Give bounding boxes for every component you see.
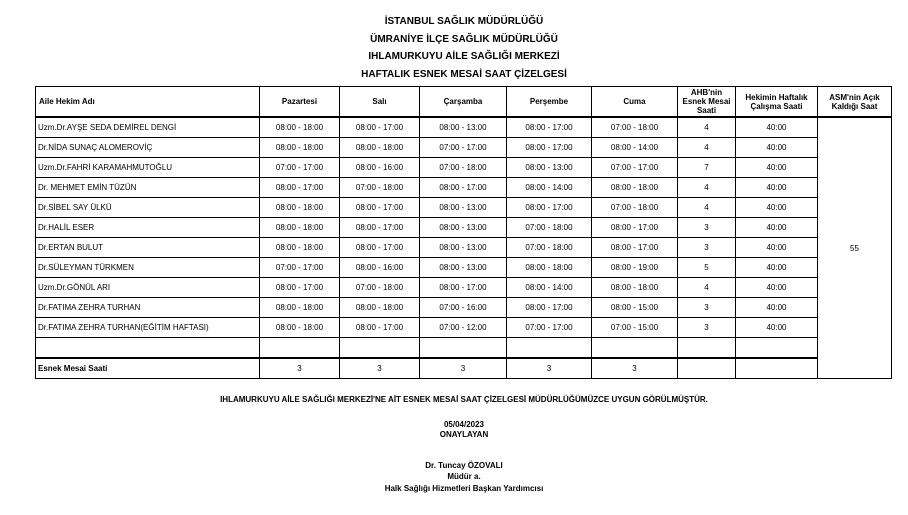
total-value: 3 (420, 358, 507, 379)
time-range: 08:00 - 13:00 (420, 258, 507, 278)
physician-name: Dr.NİDA SUNAÇ ALOMEROVİÇ (36, 138, 260, 158)
signer-name: Dr. Tuncay ÖZOVALI (425, 461, 503, 470)
total-label: Esnek Mesai Saati (36, 358, 260, 379)
time-range: 08:00 - 13:00 (420, 198, 507, 218)
ahb-hours: 4 (678, 278, 736, 298)
time-range: 08:00 - 14:00 (592, 138, 678, 158)
weekly-hours: 40:00 (736, 258, 818, 278)
asm-open-hours: 55 (818, 117, 892, 379)
table-row (36, 198, 892, 218)
time-range: 07:00 - 16:00 (420, 298, 507, 318)
header-day-wednesday: Çarşamba (420, 87, 507, 118)
total-empty-weekly (736, 358, 818, 379)
weekly-hours: 40:00 (736, 198, 818, 218)
empty-cell (678, 338, 736, 359)
weekly-hours: 40:00 (736, 178, 818, 198)
weekly-hours: 40:00 (736, 278, 818, 298)
empty-cell (507, 338, 592, 359)
time-range: 08:00 - 18:00 (592, 278, 678, 298)
time-range: 08:00 - 17:00 (340, 117, 420, 138)
ahb-hours: 3 (678, 298, 736, 318)
weekly-hours: 40:00 (736, 117, 818, 138)
weekly-hours: 40:00 (736, 238, 818, 258)
physician-name: Uzm.Dr.FAHRİ KARAMAHMUTOĞLU (36, 158, 260, 178)
time-range: 08:00 - 17:00 (340, 198, 420, 218)
empty-cell (36, 338, 260, 359)
time-range: 08:00 - 17:00 (507, 298, 592, 318)
time-range: 08:00 - 17:00 (420, 278, 507, 298)
time-range: 07:00 - 18:00 (507, 238, 592, 258)
document-titles (0, 13, 908, 83)
physician-name: Dr.SİBEL SAY ÜLKÜ (36, 198, 260, 218)
header-name: Aile Hekim Adı (36, 87, 260, 118)
time-range: 08:00 - 18:00 (260, 138, 340, 158)
time-range: 08:00 - 17:00 (507, 138, 592, 158)
table-row (36, 298, 892, 318)
physician-name: Dr.FATIMA ZEHRA TURHAN (36, 298, 260, 318)
time-range: 08:00 - 13:00 (420, 117, 507, 138)
title-line-3: IHLAMURKUYU AİLE SAĞLIĞI MERKEZİ (368, 51, 560, 62)
empty-cell (592, 338, 678, 359)
time-range: 08:00 - 18:00 (592, 178, 678, 198)
time-range: 07:00 - 18:00 (507, 218, 592, 238)
ahb-hours: 4 (678, 198, 736, 218)
approval-date: 05/04/2023 (443, 420, 485, 429)
ahb-hours: 3 (678, 218, 736, 238)
time-range: 08:00 - 17:00 (340, 238, 420, 258)
time-range: 08:00 - 17:00 (507, 198, 592, 218)
empty-cell (736, 338, 818, 359)
time-range: 07:00 - 18:00 (592, 198, 678, 218)
weekly-hours: 40:00 (736, 138, 818, 158)
table-row (36, 117, 892, 138)
header-ahb: AHB'nin Esnek Mesai Saati (678, 87, 736, 118)
physician-name: Dr.HALİL ESER (36, 218, 260, 238)
physician-name: Uzm.Dr.AYŞE SEDA DEMİREL DENGİ (36, 117, 260, 138)
physician-name: Dr.ERTAN BULUT (36, 238, 260, 258)
approval-statement: IHLAMURKUYU AİLE SAĞLIĞI MERKEZİ'NE AİT ESNEK MESAİ SAAT ÇİZELGESİ MÜDÜRLÜĞÜMÜZCE UYGUN GÖRÜLMÜŞTÜR. (220, 395, 708, 404)
time-range: 08:00 - 17:00 (340, 318, 420, 338)
table-row (36, 218, 892, 238)
physician-name: Uzm.Dr.GÖNÜL ARI (36, 278, 260, 298)
time-range: 08:00 - 18:00 (340, 298, 420, 318)
table-row (36, 238, 892, 258)
signer-role-2: Halk Sağlığı Hizmetleri Başkan Yardımcısı (384, 484, 544, 493)
time-range: 07:00 - 12:00 (420, 318, 507, 338)
empty-row (36, 338, 892, 359)
empty-cell (420, 338, 507, 359)
time-range: 08:00 - 17:00 (592, 238, 678, 258)
time-range: 08:00 - 17:00 (420, 178, 507, 198)
total-value: 3 (340, 358, 420, 379)
time-range: 08:00 - 14:00 (507, 178, 592, 198)
weekly-hours: 40:00 (736, 218, 818, 238)
time-range: 08:00 - 14:00 (507, 278, 592, 298)
time-range: 08:00 - 17:00 (260, 178, 340, 198)
header-day-monday: Pazartesi (260, 87, 340, 118)
total-value: 3 (260, 358, 340, 379)
time-range: 08:00 - 18:00 (260, 117, 340, 138)
time-range: 08:00 - 13:00 (420, 218, 507, 238)
empty-cell (340, 338, 420, 359)
ahb-hours: 3 (678, 238, 736, 258)
title-line-1: İSTANBUL SAĞLIK MÜDÜRLÜĞÜ (384, 16, 544, 27)
table-row (36, 258, 892, 278)
table-row (36, 318, 892, 338)
ahb-hours: 4 (678, 138, 736, 158)
time-range: 08:00 - 17:00 (340, 218, 420, 238)
total-empty-ahb (678, 358, 736, 379)
time-range: 08:00 - 17:00 (507, 117, 592, 138)
signer-role-1: Müdür a. (447, 472, 481, 481)
time-range: 07:00 - 17:00 (260, 258, 340, 278)
table-row (36, 278, 892, 298)
ahb-hours: 7 (678, 158, 736, 178)
time-range: 07:00 - 18:00 (340, 178, 420, 198)
ahb-hours: 5 (678, 258, 736, 278)
time-range: 08:00 - 18:00 (260, 318, 340, 338)
physician-name: Dr.FATIMA ZEHRA TURHAN(EĞİTİM HAFTASI) (36, 318, 260, 338)
time-range: 07:00 - 17:00 (592, 158, 678, 178)
time-range: 08:00 - 16:00 (340, 158, 420, 178)
time-range: 07:00 - 17:00 (507, 318, 592, 338)
empty-cell (260, 338, 340, 359)
time-range: 07:00 - 15:00 (592, 318, 678, 338)
table-header-row (36, 87, 892, 118)
time-range: 08:00 - 13:00 (420, 238, 507, 258)
header-day-friday: Cuma (592, 87, 678, 118)
header-weekly: Hekimin Haftalık Çalışma Saati (736, 87, 818, 118)
weekly-hours: 40:00 (736, 158, 818, 178)
total-value: 3 (507, 358, 592, 379)
header-day-tuesday: Salı (340, 87, 420, 118)
header-day-thursday: Perşembe (507, 87, 592, 118)
time-range: 07:00 - 18:00 (420, 158, 507, 178)
time-range: 08:00 - 19:00 (592, 258, 678, 278)
time-range: 08:00 - 18:00 (260, 218, 340, 238)
time-range: 08:00 - 16:00 (340, 258, 420, 278)
physician-name: Dr. MEHMET EMİN TÜZÜN (36, 178, 260, 198)
table-row (36, 158, 892, 178)
total-value: 3 (592, 358, 678, 379)
time-range: 07:00 - 18:00 (340, 278, 420, 298)
time-range: 08:00 - 18:00 (260, 298, 340, 318)
title-line-2: ÜMRANİYE İLÇE SAĞLIK MÜDÜRLÜĞÜ (370, 33, 558, 45)
table-row (36, 138, 892, 158)
approver-label: ONAYLAYAN (439, 430, 489, 439)
time-range: 08:00 - 18:00 (340, 138, 420, 158)
title-line-4: HAFTALIK ESNEK MESAİ SAAT ÇİZELGESİ (361, 68, 567, 80)
time-range: 08:00 - 18:00 (260, 238, 340, 258)
time-range: 08:00 - 18:00 (507, 258, 592, 278)
time-range: 07:00 - 17:00 (420, 138, 507, 158)
ahb-hours: 3 (678, 318, 736, 338)
time-range: 08:00 - 18:00 (260, 198, 340, 218)
ahb-hours: 4 (678, 178, 736, 198)
physician-name: Dr.SÜLEYMAN TÜRKMEN (36, 258, 260, 278)
header-asm: ASM'nin Açık Kaldığı Saat (818, 87, 892, 118)
weekly-hours: 40:00 (736, 298, 818, 318)
ahb-hours: 4 (678, 117, 736, 138)
time-range: 08:00 - 15:00 (592, 298, 678, 318)
total-row (36, 358, 892, 379)
time-range: 08:00 - 17:00 (592, 218, 678, 238)
time-range: 07:00 - 17:00 (260, 158, 340, 178)
time-range: 07:00 - 18:00 (592, 117, 678, 138)
weekly-hours: 40:00 (736, 318, 818, 338)
schedule-table (35, 86, 892, 379)
table-row (36, 178, 892, 198)
time-range: 08:00 - 13:00 (507, 158, 592, 178)
time-range: 08:00 - 17:00 (260, 278, 340, 298)
